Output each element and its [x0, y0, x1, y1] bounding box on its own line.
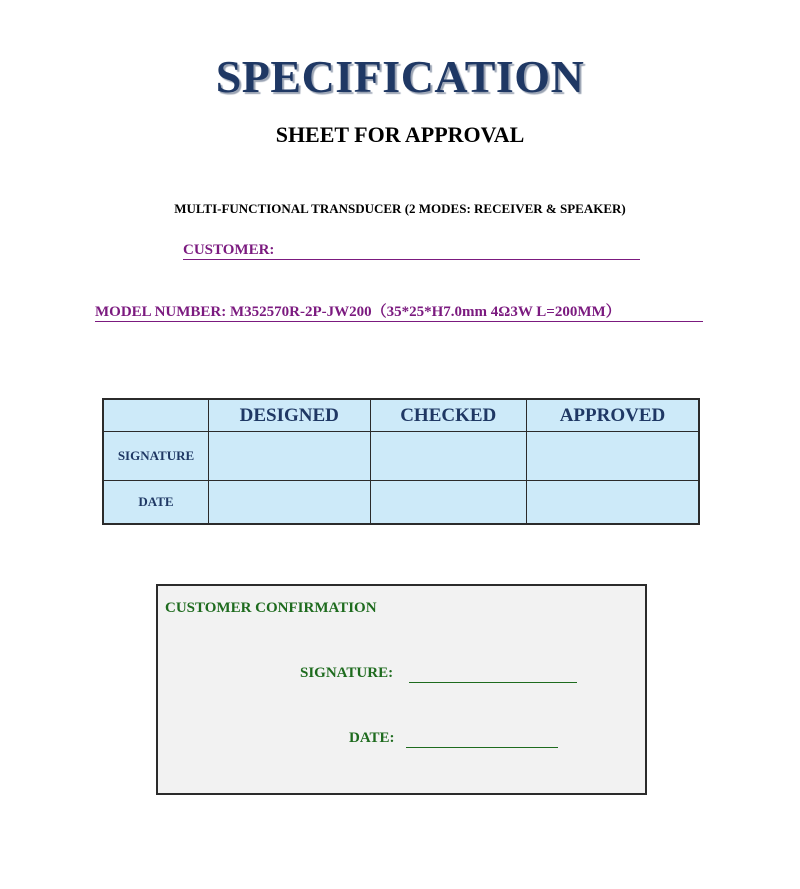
signature-cell-approved[interactable]: [526, 432, 699, 481]
approval-header-row: [103, 399, 699, 432]
model-number-field: [95, 304, 703, 322]
customer-label: CUSTOMER:: [183, 242, 275, 258]
document-subtitle: SHEET FOR APPROVAL: [275, 122, 525, 147]
confirmation-date-blank[interactable]: [406, 730, 558, 748]
approval-corner-cell: [103, 399, 209, 432]
column-header-designed: DESIGNED: [209, 399, 371, 432]
customer-confirmation-box: [156, 584, 647, 795]
column-header-approved: APPROVED: [526, 399, 699, 432]
row-label-signature: SIGNATURE: [103, 432, 209, 481]
date-cell-approved[interactable]: [526, 481, 699, 525]
product-description: MULTI-FUNCTIONAL TRANSDUCER (2 MODES: RECEIVER & SPEAKER): [174, 201, 626, 216]
confirmation-date-label: DATE:: [349, 730, 395, 746]
confirmation-signature-label: SIGNATURE:: [300, 665, 394, 681]
date-cell-designed[interactable]: [209, 481, 371, 525]
row-label-date: DATE: [103, 481, 209, 525]
model-number-text: MODEL NUMBER: M352570R-2P-JW200（35*25*H7.0mm 4Ω3W L=200MM）: [95, 304, 621, 320]
confirmation-title: CUSTOMER CONFIRMATION: [165, 600, 377, 616]
approval-row-signature: [103, 432, 699, 481]
customer-field: [183, 242, 640, 260]
approval-row-date: [103, 481, 699, 525]
confirmation-signature-blank[interactable]: [409, 665, 577, 683]
signature-cell-checked[interactable]: [370, 432, 526, 481]
signature-cell-designed[interactable]: [209, 432, 371, 481]
approval-table: [102, 398, 700, 525]
document-title: SPECIFICATION: [215, 51, 585, 102]
column-header-checked: CHECKED: [370, 399, 526, 432]
date-cell-checked[interactable]: [370, 481, 526, 525]
